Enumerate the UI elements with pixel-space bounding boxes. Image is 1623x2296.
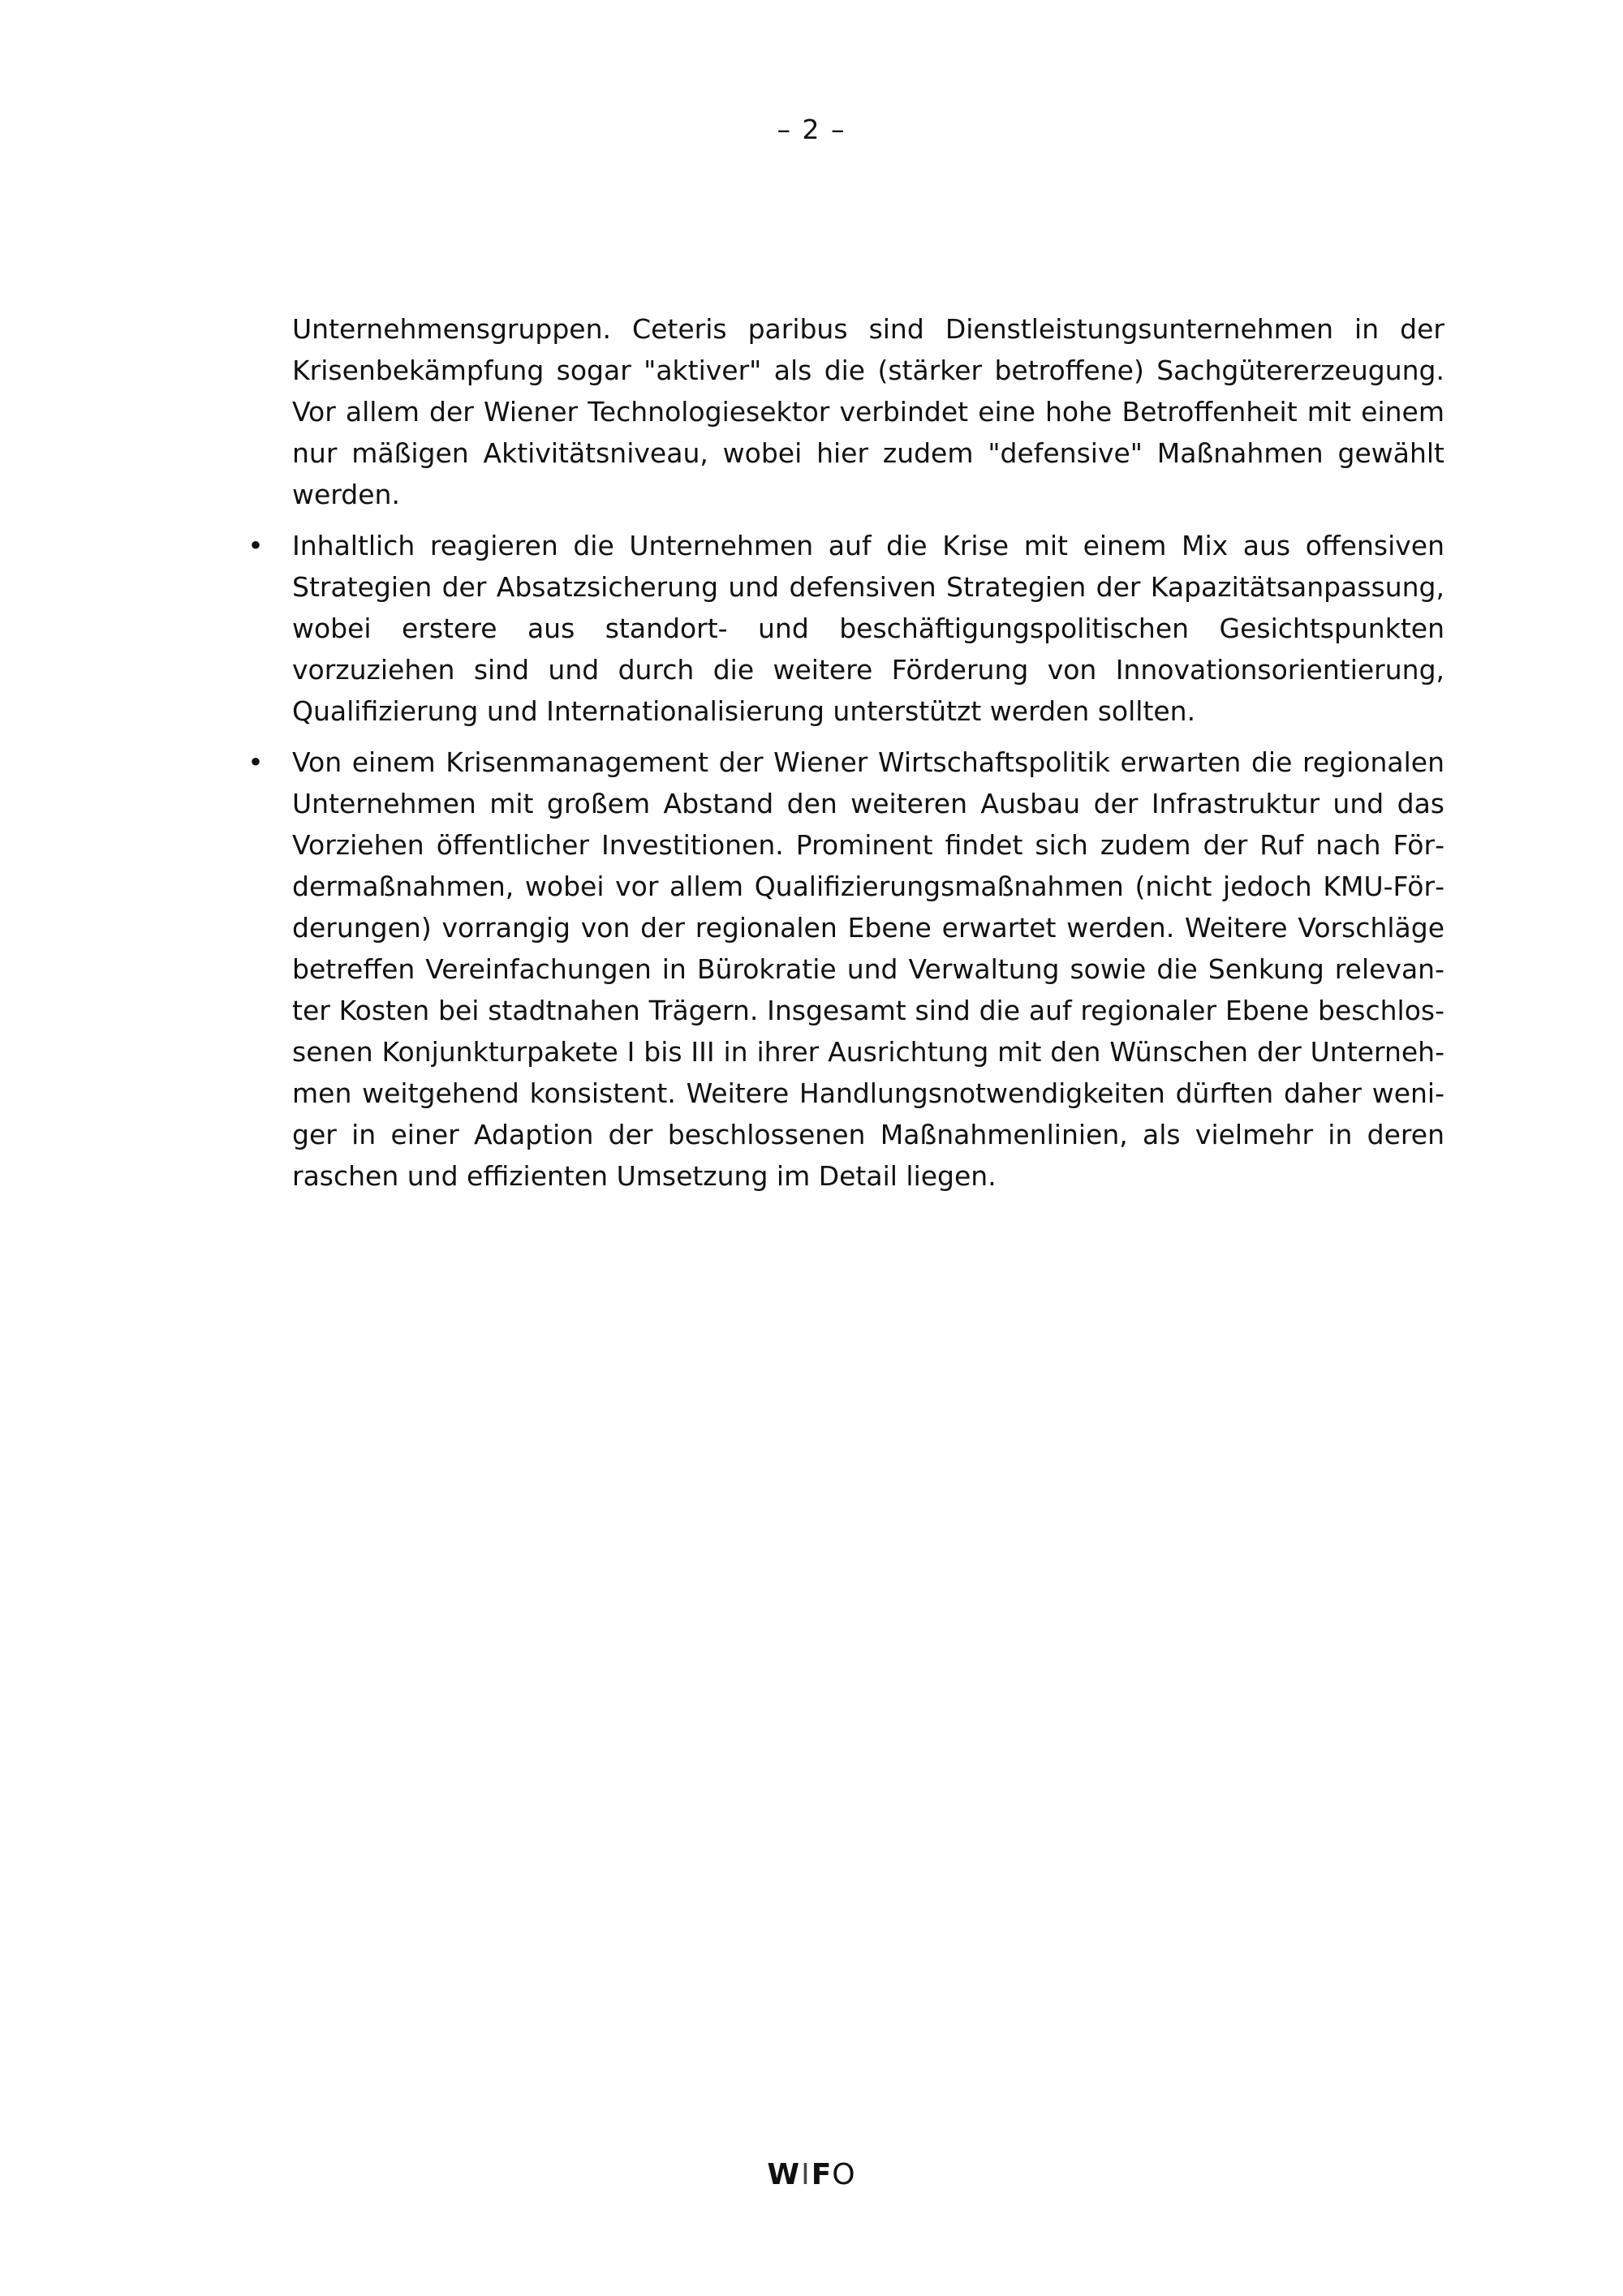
logo-letter-w: W bbox=[767, 2158, 801, 2191]
bullet-text: Inhaltlich reagieren die Unternehmen auf die Krise mit einem Mix aus offensiven Strategien der Absatzsicherung und defensiven Strategien der Kapazitätsanpassung, wobei erstere aus standort- und beschäftigungspolitischen Gesichtspunkten vorzuziehen sind und durch die weitere Förderung von Innovationsorientierung, Qualifizierung und Internationalisierung unterstützt werden sollten. bbox=[292, 530, 1444, 727]
bullet-text: Von einem Krisenmanagement der Wiener Wirtschaftspolitik erwarten die regionalen Unternehmen mit großem Abstand den weiteren Ausbau der Infrastruktur und das Vorziehen öffentlicher Investitionen. Prominent findet sich zudem der Ruf nach Fördermaßnahmen, wobei vor allem Qualifizierungsmaßnahmen (nicht jedoch KMU-Förderungen) vorrangig von der regionalen Ebene erwartet werden. Weitere Vorschläge betreffen Vereinfachungen in Bürokratie und Verwaltung sowie die Senkung relevanter Kosten bei stadtnahen Trägern. Insgesamt sind die auf regionaler Ebene beschlossenen Konjunkturpakete I bis III in ihrer Ausrichtung mit den Wünschen der Unternehmen weitgehend konsistent. Weitere Handlungsnotwendigkeiten dürften daher weniger in einer Adaption der beschlossenen Maßnahmenlinien, als vielmehr in deren raschen und effizienten Umsetzung im Detail liegen. bbox=[292, 746, 1444, 1192]
wifo-logo bbox=[0, 2158, 1623, 2191]
page-number: – 2 – bbox=[777, 114, 846, 145]
logo-letter-o: O bbox=[832, 2158, 856, 2191]
bullet-marker: • bbox=[248, 530, 264, 561]
bullet-item-content-strategies bbox=[248, 525, 1444, 732]
logo-letter-i: I bbox=[801, 2158, 811, 2191]
logo-letter-f: F bbox=[811, 2158, 833, 2191]
bullet-marker: • bbox=[248, 746, 264, 778]
continuation-paragraph: Unternehmensgruppen. Ceteris paribus sind Dienstleistungsunternehmen in der Krisenbekämpfung sogar "aktiver" als die (stärker betroffene) Sachgütererzeugung. Vor allem der Wiener Technologiesektor verbindet eine hohe Betroffenheit mit einem nur mäßigen Aktivitätsniveau, wobei hier zudem "defensive" Maßnahmen gewählt werden. bbox=[292, 313, 1444, 510]
document-body bbox=[248, 308, 1444, 1206]
bullet-list bbox=[248, 525, 1444, 1197]
bullet-item-crisis-management bbox=[248, 742, 1444, 1197]
